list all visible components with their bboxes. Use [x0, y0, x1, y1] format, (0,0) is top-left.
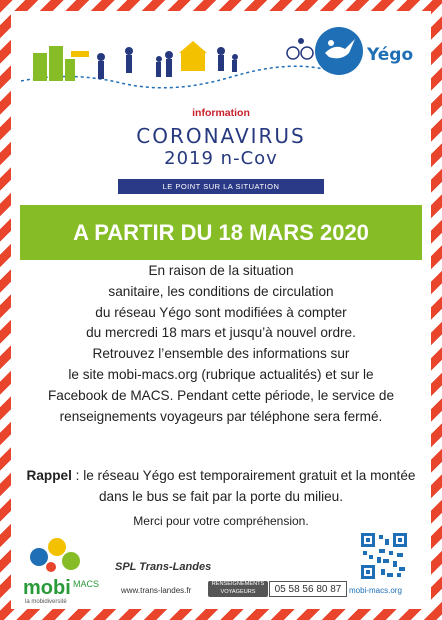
yego-logo	[315, 27, 425, 81]
body-line: renseignements voyageurs par téléphone sera fermé.	[59, 408, 383, 424]
title-coronavirus: CORONAVIRUS	[136, 124, 306, 148]
body-line: Facebook de MACS. Pendant cette période, le service de	[47, 387, 395, 403]
yego-wordmark: Yégo	[367, 45, 414, 65]
mobi-circles-icon	[19, 533, 89, 577]
body-line: du mercredi 18 mars et jusqu’à nouvel ordre.	[86, 325, 356, 341]
body-line: le site mobi-macs.org (rubrique actualités) et sur le	[68, 366, 374, 382]
mobi-macs-logo	[19, 533, 109, 605]
mobi-wordmark: mobi	[23, 577, 71, 599]
rappel-text: : le réseau Yégo est temporairement gratuit et la montée dans le bus se fait par la porte du milieu.	[71, 468, 416, 504]
renseignements-label: RENSEIGNEMENTS VOYAGEURS	[208, 581, 268, 597]
body-line: Retrouvez l’ensemble des informations sur	[92, 346, 350, 362]
body-line: sanitaire, les conditions de circulation	[108, 283, 334, 299]
poster-sheet	[11, 11, 431, 609]
spl-logo: SPL Trans-Landes	[115, 561, 212, 573]
thanks-text: Merci pour votre compréhension.	[133, 514, 309, 528]
yego-bird-icon	[315, 27, 363, 75]
spl-url[interactable]: www.trans-landes.fr	[121, 586, 192, 595]
body-line: En raison de la situation	[148, 263, 294, 278]
mobi-macs-url[interactable]: mobi-macs.org	[349, 586, 402, 595]
phone-number[interactable]: 05 58 56 80 87	[269, 581, 347, 597]
rappel-paragraph	[25, 466, 417, 508]
body-paragraph	[25, 261, 417, 427]
mobi-tagline: la mobidiversité	[25, 599, 67, 605]
situation-badge: LE POINT SUR LA SITUATION	[118, 179, 324, 194]
rappel-label: Rappel	[26, 468, 72, 483]
qr-code-icon[interactable]	[359, 531, 409, 581]
info-label: information	[192, 107, 250, 119]
macs-wordmark: MACS	[73, 579, 100, 589]
title-ncov: 2019 n-Cov	[164, 148, 278, 169]
date-banner: A PARTIR DU 18 MARS 2020	[20, 205, 422, 260]
body-line: du réseau Yégo sont modifiées à compter	[95, 304, 347, 320]
